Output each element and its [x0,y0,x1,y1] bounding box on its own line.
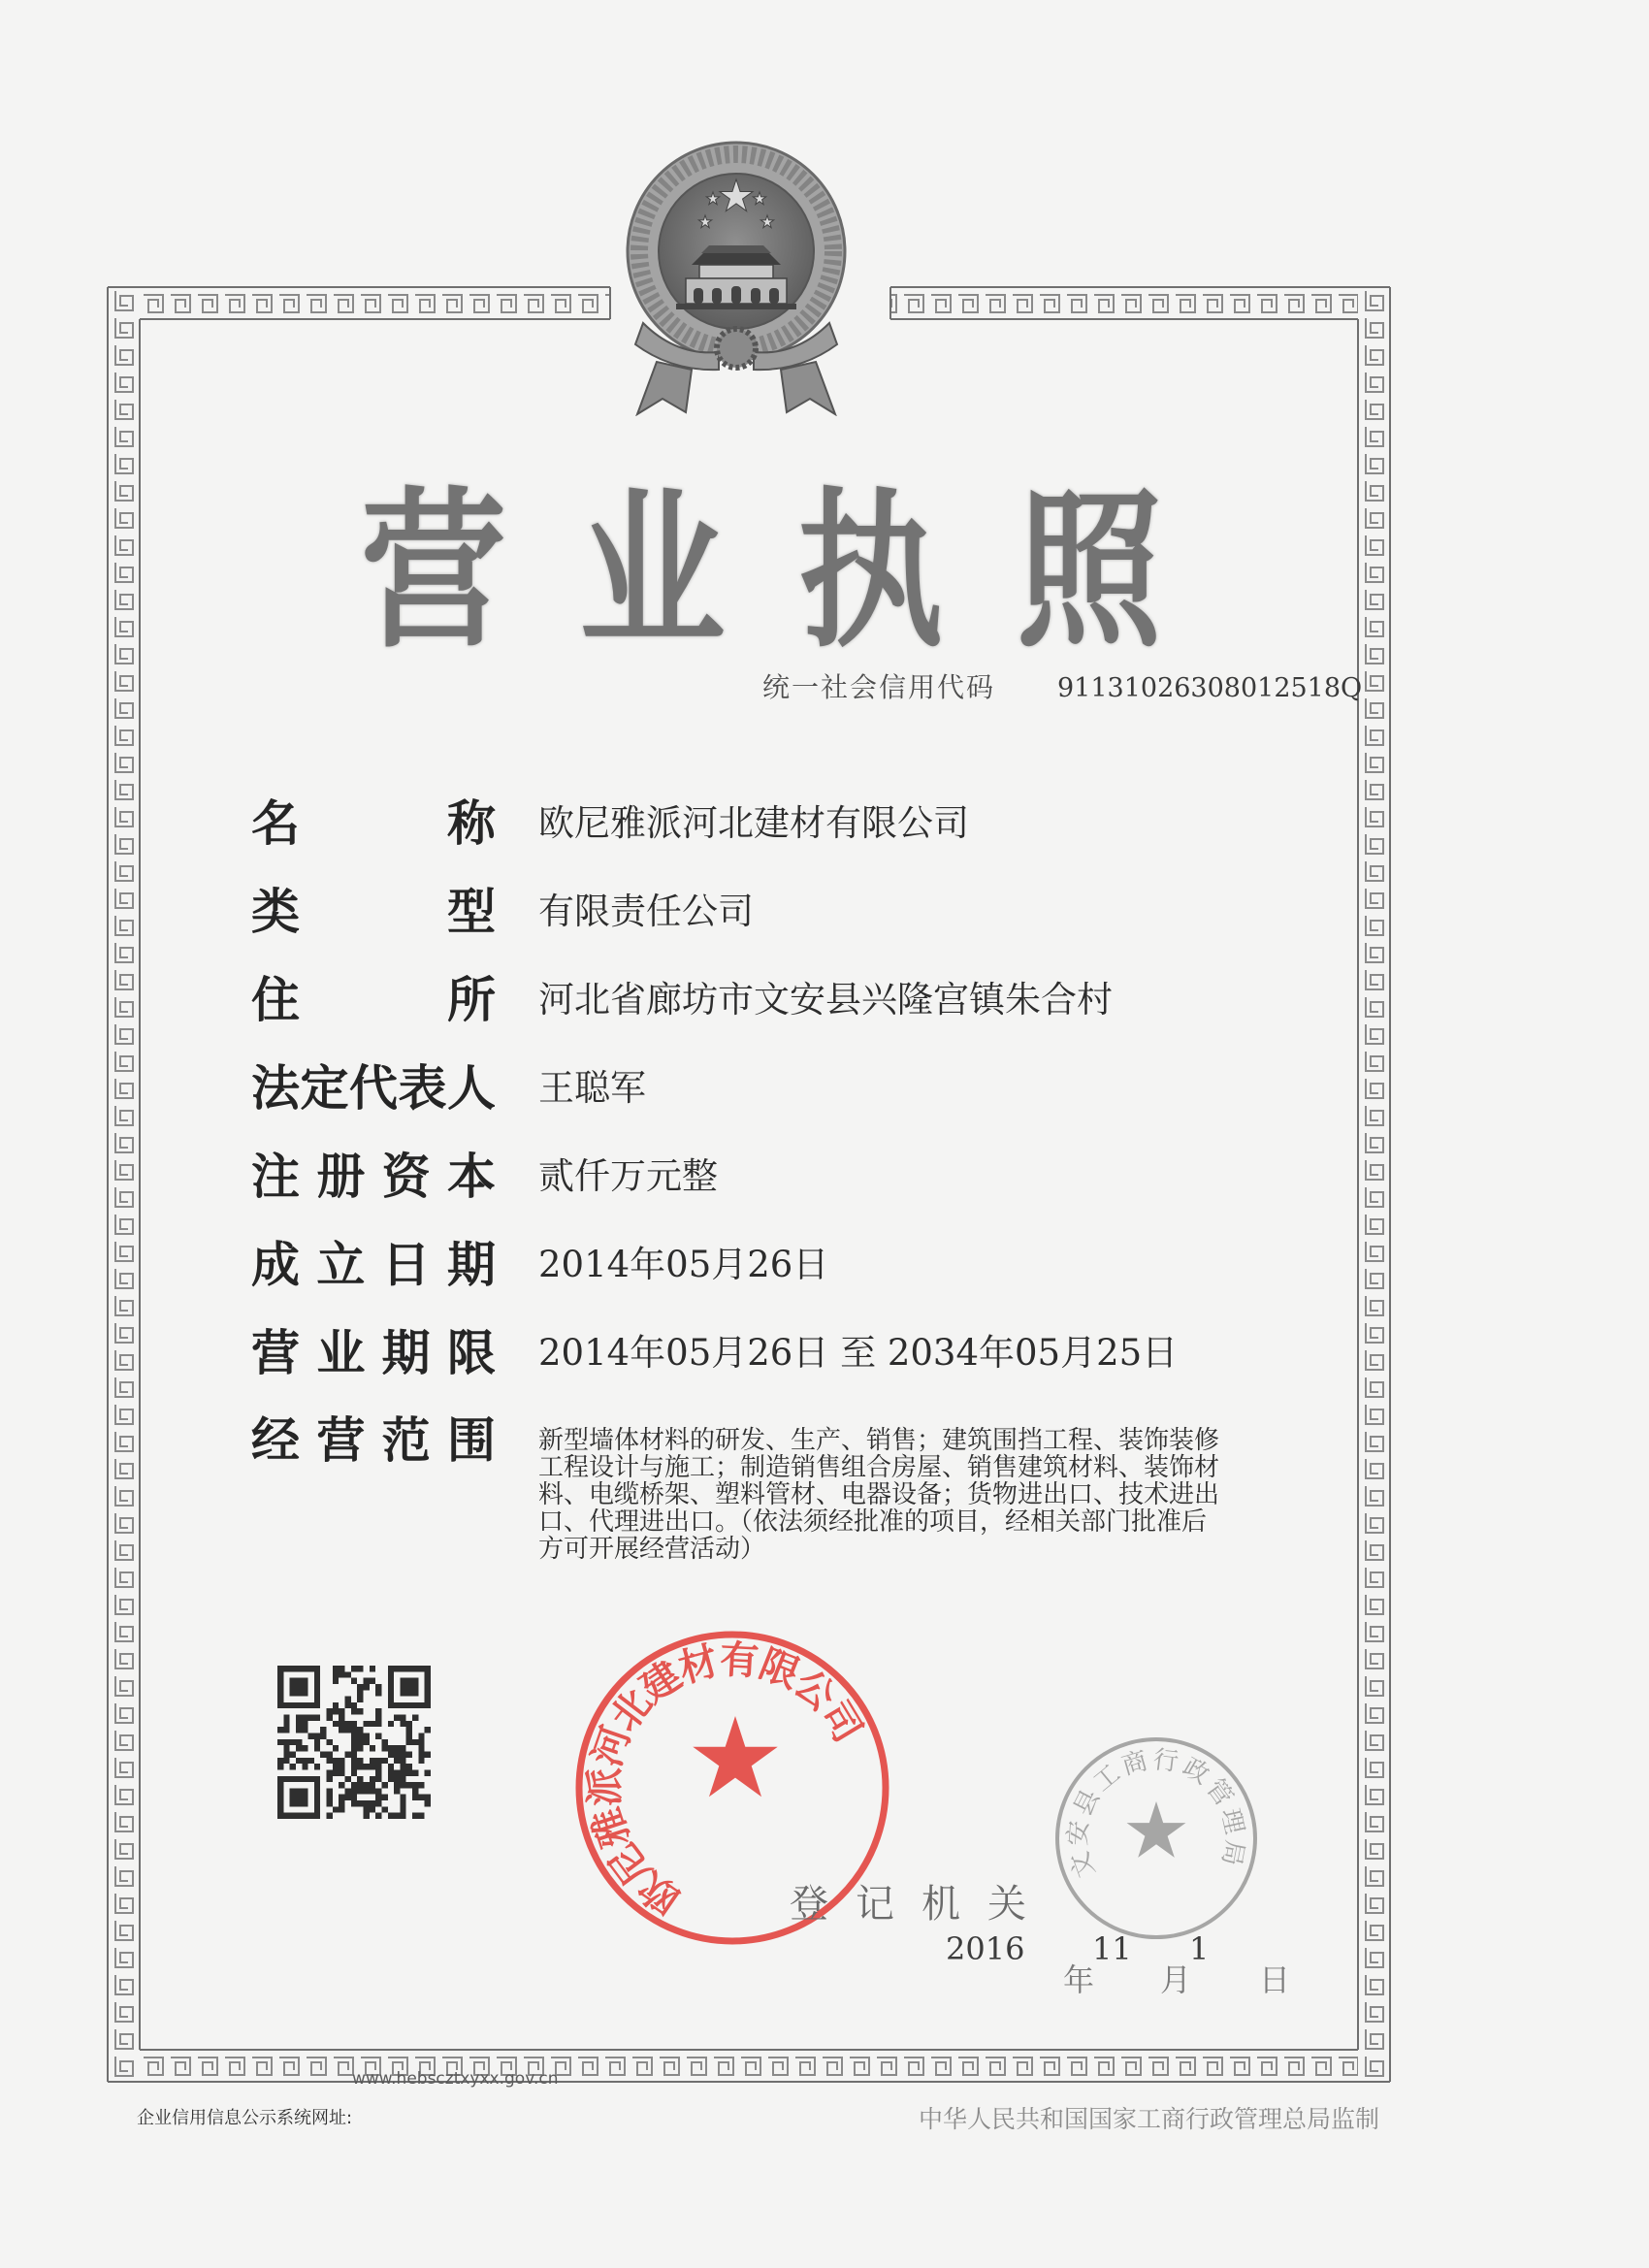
day-label: 日 [1259,1961,1291,1998]
glyph: 营 [251,1324,300,1381]
company-seal-text: 欧尼雅派河北建材有限公司 [581,1636,871,1923]
glyph: 营 [316,1412,366,1469]
issue-day: 1 [1189,1930,1210,1967]
glyph: 类 [251,883,300,940]
business-term-value: 2014年05月26日 至 2034年05月25日 [538,1331,1179,1374]
emblem-ribbon-icon [635,323,837,414]
glyph: 成 [251,1236,300,1293]
glyph: 住 [251,971,300,1028]
glyph: 称 [447,794,496,852]
company-type-value: 有限责任公司 [538,890,754,932]
business-scope-line: 料、电缆桥架、塑料管材、电器设备；货物进出口、技术进出 [538,1480,1220,1509]
glyph: 代 [349,1059,398,1117]
issue-month: 11 [1092,1930,1132,1967]
glyph: 围 [446,1412,496,1469]
glyph: 法 [251,1059,300,1117]
field-row-type [251,867,1338,956]
issuer-note: 中华人民共和国国家工商行政管理总局监制 [919,2105,1380,2133]
glyph: 记 [856,1882,894,1927]
glyph: 资 [381,1148,431,1205]
field-label [251,885,496,939]
star-icon [1127,1801,1186,1858]
glyph: 关 [987,1882,1026,1927]
business-scope-line: 工程设计与施工；制造销售组合房屋、销售建筑材料、装饰材 [538,1453,1220,1482]
field-row-business-scope [251,1397,1338,1563]
glyph: 机 [922,1882,960,1927]
field-row-established-date [251,1220,1338,1309]
glyph: 业 [579,473,726,671]
credit-system-url: www.hebscztxyxx.gov.cn [352,2069,559,2089]
star-icon [693,1716,777,1797]
field-label [251,1150,496,1204]
field-row-registered-capital [251,1132,1338,1220]
month-label: 月 [1160,1961,1192,1998]
glyph: 本 [446,1148,496,1205]
glyph: 限 [446,1324,496,1381]
glyph: 照 [1016,473,1162,671]
glyph: 名 [251,794,300,852]
authority-seal-text: 文安县工商行政管理局 [1063,1745,1249,1882]
credit-code-value: 91131026308012518Q [1057,673,1363,703]
field-row-business-term [251,1309,1338,1397]
business-scope-text [538,1427,1219,1563]
glyph: 定 [300,1059,349,1117]
glyph: 日 [381,1236,431,1293]
license-fields [251,779,1338,1563]
issue-year: 2016 [946,1930,1025,1967]
year-label: 年 [1063,1961,1095,1998]
business-scope-line: 新型墙体材料的研发、生产、销售；建筑围挡工程、装饰装修 [538,1426,1220,1455]
legal-representative-value: 王聪军 [538,1066,646,1109]
glyph: 范 [381,1412,431,1469]
glyph: 经 [251,1412,300,1469]
field-label [251,1061,496,1116]
glyph: 型 [447,883,496,940]
authority-seal [1050,1732,1263,1945]
glyph: 立 [316,1236,366,1293]
credit-code-label: 统一社会信用代码 [762,671,996,703]
registered-capital-value: 贰仟万元整 [538,1154,718,1197]
company-name-value: 欧尼雅派河北建材有限公司 [538,801,969,844]
field-label [251,973,496,1027]
qr-code-icon [277,1666,431,1819]
field-row-name [251,779,1338,867]
glyph: 册 [316,1148,366,1205]
glyph: 营 [361,473,507,671]
field-row-legal-representative [251,1044,1338,1132]
glyph: 表 [398,1059,447,1117]
address-value: 河北省廊坊市文安县兴隆宫镇朱合村 [538,978,1113,1021]
established-date-value: 2014年05月26日 [538,1243,829,1285]
field-label [251,1413,496,1468]
glyph: 业 [316,1324,366,1381]
field-label [251,1326,496,1380]
glyph: 期 [446,1236,496,1293]
national-emblem-icon [618,137,855,416]
business-scope-line: 口、代理进出口。（依法须经批准的项目，经相关部门批准后 [538,1507,1208,1537]
glyph: 人 [447,1059,496,1117]
field-row-address [251,956,1338,1044]
glyph: 注 [251,1148,300,1205]
glyph: 所 [447,971,496,1028]
credit-system-label: 企业信用信息公示系统网址: [137,2108,353,2128]
registration-authority-label [790,1882,1026,1927]
business-scope-line: 方可开展经营活动） [538,1535,766,1564]
field-label [251,1238,496,1292]
glyph: 执 [797,473,944,671]
document-title [361,470,1162,675]
field-label [251,796,496,851]
glyph: 期 [381,1324,431,1381]
glyph: 登 [790,1882,828,1927]
